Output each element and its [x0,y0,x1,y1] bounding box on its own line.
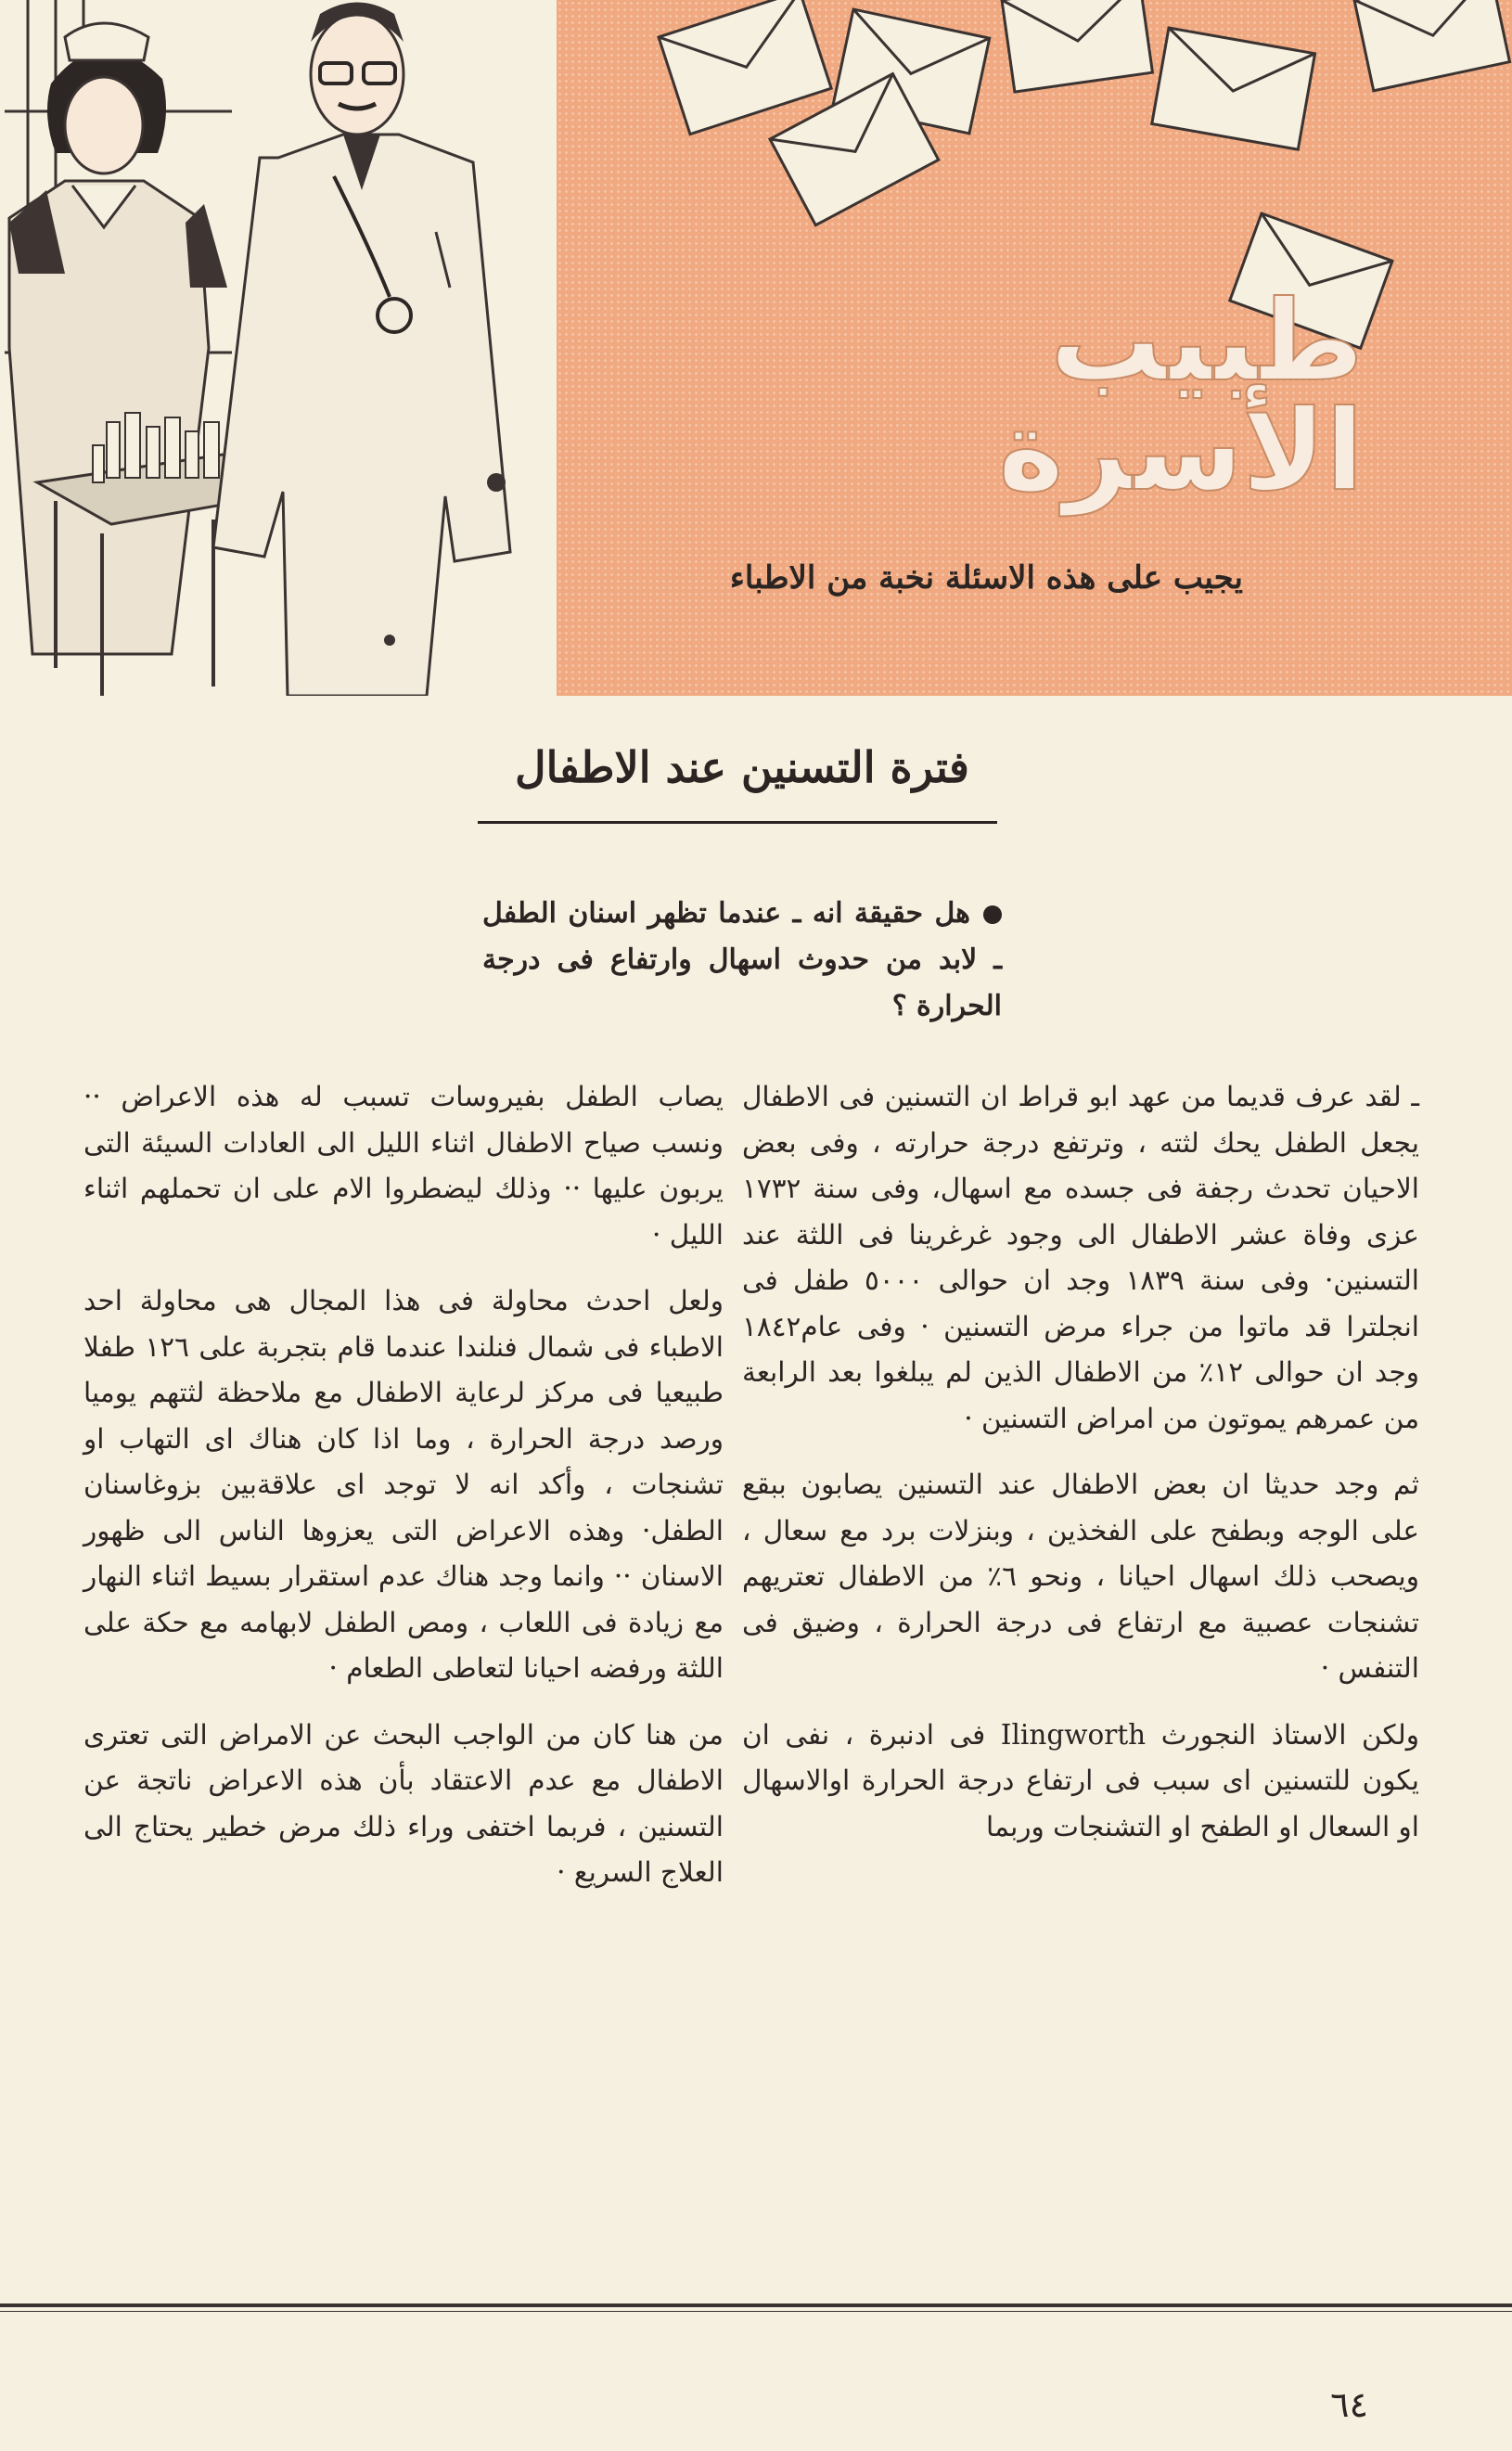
question-text: هل حقيقة انه ـ عندما تظهر اسنان الطفل ـ لابد من حدوث اسهال وارتفاع فى درجة الحرارة ؟ [482,897,1002,1022]
header-banner [557,0,1512,696]
bullet-icon [983,905,1002,924]
doctor-nurse-drawing [0,0,557,696]
right-paragraph-1: ـ لقد عرف قديما من عهد ابو قراط ان التسنين فى الاطفال يجعل الطفل يحك لثته ، وترتفع درجة حرارته ، وفى بعض الاحيان تحدث رجفة فى جسده مع اسهال، وفى سنة ١٧٣٢ عزى وفاة عشر الاطفال الى وجود غرغرينا فى اللثة عند التسنين· وفى سنة ١٨٣٩ وجد ان حوالى ٥٠٠٠ طفل فى انجلترا قد ماتوا من جراء مرض التسنين · وفى عام١٨٤٢ وجد ان حوالى ١٢٪ من الاطفال الذين لم يبلغوا بعد الرابعة من عمرهم يموتون من امراض التسنين · [742,1081,1420,1434]
right-paragraph-3: ولكن الاستاذ النجورث Ilingworth فى ادنبرة ، نفى ان يكون للتسنين اى سبب فى ارتفاع درجة الحرارة اوالاسهال او السعال او الطفح او التشنجات وربما [742,1718,1419,1842]
question-block [482,891,1002,1030]
article-title: فترة التسنين عند الاطفال [515,742,969,792]
footer-rule-thin [0,2311,1512,2312]
column-title [714,277,1364,516]
column-subtitle: يجيب على هذه الاسئلة نخبة من الاطباء [729,559,1243,597]
column-title-line1: طبيب [1049,277,1364,406]
right-paragraph-2: ثم وجد حديثا ان بعض الاطفال عند التسنين يصابون ببقع على الوجه وبطفح على الفخذين ، وبنزلات برد مع سعال ، ويصحب ذلك اسهال احيانا ، ونحو ٦٪ من الاطفال تعتريهم تشنجات عصبية مع ارتفاع فى درجة الحرارة ، وضيق فى التنفس · [742,1469,1420,1684]
page-number: ٦٤ [1330,2384,1368,2425]
left-paragraph-2: ولعل احدث محاولة فى هذا المجال هى محاولة احد الاطباء فى شمال فنلندا عندما قام بتجربة على ١٢٦ طفلا طبيعيا فى مركز لرعاية الاطفال مع ملاحظة لثتهم يوميا ورصد درجة الحرارة ، وما اذا كان هناك اى التهاب او تشنجات ، وأكد انه لا توجد اى علاقةبين بزوغاسنان الطفل· وهذه الاعراض التى يعزوها الناس الى ظهور الاسنان ·· وانما وجد هناك عدم استقرار بسيط اثناء النهار مع زيادة فى اللعاب ، ومص الطفل لابهامه مع حكة على اللثة ورفضه احيانا لتعاطى الطعام · [83,1285,724,1684]
footer-rule [0,2303,1512,2307]
column-title-line2: الأسرة [998,387,1364,516]
title-underline [478,821,997,824]
left-paragraph-1: يصاب الطفل بفيروسات تسبب له هذه الاعراض ·· ونسب صياح الاطفال اثناء الليل الى العادات السيئة التى يربون عليها ·· وذلك ليضطروا الام على ان تحملهم اثناء الليل · [83,1081,724,1251]
doctor-nurse-illustration [0,0,557,696]
left-paragraph-3: من هنا كان من الواجب البحث عن الامراض التى تعترى الاطفال مع عدم الاعتقاد بأن هذه الاعراض ناتجة عن التسنين ، فربما اختفى وراء ذلك مرض خطير يحتاج الى العلاج السريع · [83,1718,724,1888]
left-column [83,1074,724,1917]
right-column [742,1074,1419,1870]
